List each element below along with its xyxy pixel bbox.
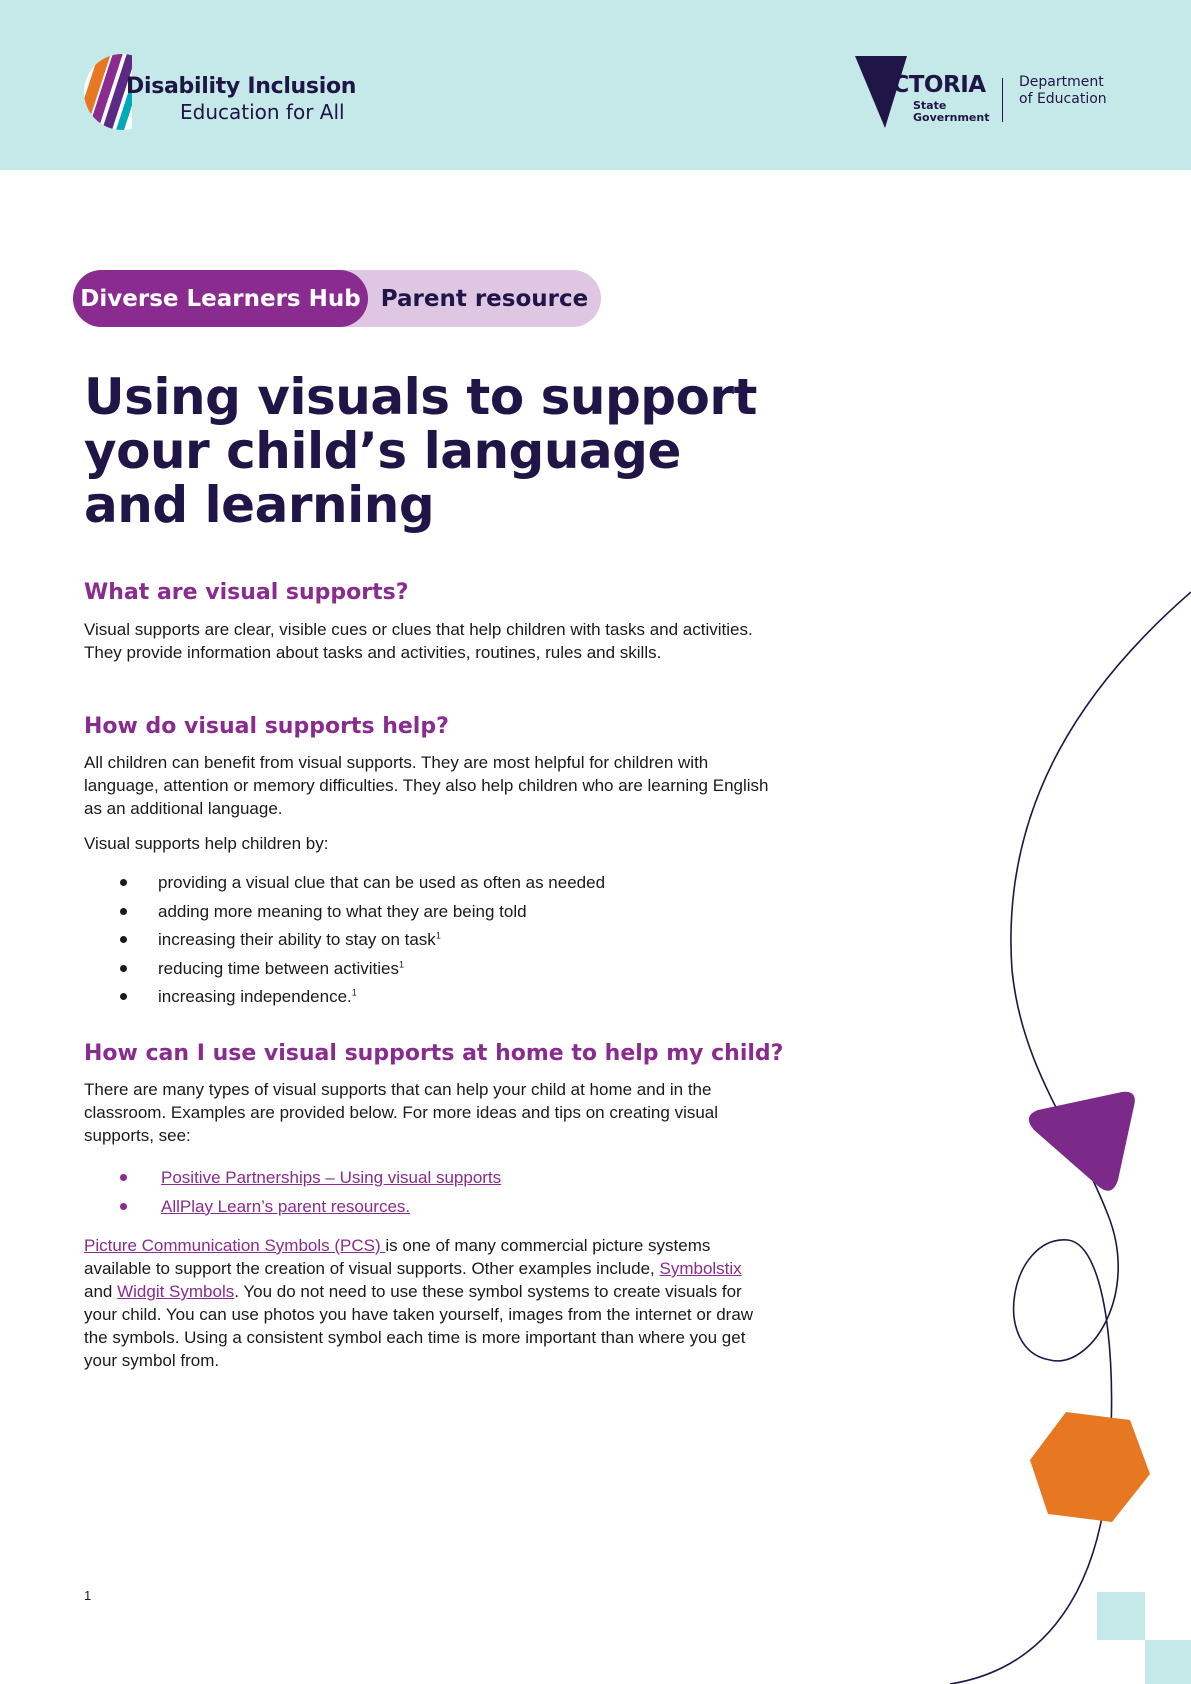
state-government-label: State Government xyxy=(913,99,990,124)
tag-diverse-learners-hub: Diverse Learners Hub xyxy=(73,270,368,327)
list-item: increasing independence.$^1$ xyxy=(84,985,774,1014)
link-positive-partnerships[interactable]: Positive Partnerships – Using visual supports xyxy=(161,1168,502,1187)
title-line2: your child’s language xyxy=(84,422,681,480)
teal-square-shape xyxy=(1145,1640,1191,1684)
heading-what-are-visual-supports: What are visual supports? xyxy=(84,580,409,605)
list-item: adding more meaning to what they are being told xyxy=(84,900,774,929)
footnote-ref: 1 xyxy=(398,959,404,970)
disability-inclusion-logo xyxy=(84,52,357,132)
title-line1: Using visuals to support xyxy=(84,368,757,426)
list-item xyxy=(84,1195,774,1224)
decorative-curve xyxy=(950,592,1191,1684)
bullet-icon xyxy=(120,879,127,886)
page-title xyxy=(84,370,784,532)
list-item xyxy=(84,1166,774,1195)
page-header xyxy=(0,0,1191,170)
orange-hexagon-shape xyxy=(1030,1412,1150,1522)
stripes-logo-icon xyxy=(84,54,132,130)
footnote-ref: 1 xyxy=(435,930,441,941)
section2-intro: Visual supports help children by: xyxy=(84,834,329,853)
section1-body: Visual supports are clear, visible cues or clues that help children with tasks and activities. They provide information about tasks and activities, routines, rules and skills. xyxy=(84,620,753,662)
bullet-icon xyxy=(120,993,127,1000)
bullet-icon xyxy=(120,965,127,972)
link-allplay-learn[interactable]: AllPlay Learn’s parent resources. xyxy=(161,1196,411,1216)
title-line3: and learning xyxy=(84,476,435,534)
bullet-icon xyxy=(120,1203,127,1210)
list-item: reducing time between activities$^1$ xyxy=(84,957,774,986)
victoria-wordmark: VICTORIA xyxy=(867,72,986,98)
department-label: Department of Education xyxy=(1019,74,1107,107)
list-item: increasing their ability to stay on task$^1$ xyxy=(84,928,774,957)
section3-symbols-paragraph: Picture Communication Symbols (PCS) is one of many commercial picture systems available to support the creation of visual supports. Other examples include, Symbolstix and Widgit Symbols. You do not need to use these symbol systems to create visuals for your child. You can use photos you have taken yourself, images from the internet or draw the symbols. Using a consistent symbol each time is more important than where you get your symbol from. xyxy=(84,1236,754,1370)
logo-divider xyxy=(1002,78,1003,122)
footnote-ref: 1 xyxy=(351,987,357,998)
brand-line2: Education for All xyxy=(180,100,345,124)
victoria-government-logo xyxy=(853,52,1113,132)
teal-square-shape xyxy=(1097,1592,1145,1640)
bullet-icon xyxy=(120,936,127,943)
link-pcs[interactable]: Picture Communication Symbols (PCS) xyxy=(84,1236,386,1255)
resource-links-list xyxy=(84,1166,774,1223)
list-item: providing a visual clue that can be used as often as needed xyxy=(84,871,774,900)
bullet-icon xyxy=(120,1174,127,1181)
bullet-icon xyxy=(120,908,127,915)
link-widgit-symbols[interactable]: Widgit Symbols xyxy=(117,1282,235,1301)
tag-parent-resource: Parent resource xyxy=(380,285,589,312)
section2-body: All children can benefit from visual supports. They are most helpful for children with language, attention or memory difficulties. They also help children who are learning English as an additional language. xyxy=(84,753,769,818)
page-number: 1 xyxy=(84,1588,92,1603)
brand-line1: Disability Inclusion xyxy=(126,74,357,99)
section3-body: There are many types of visual supports that can help your child at home and in the classroom. Examples are provided below. For more ideas and tips on creating visual supports, see: xyxy=(84,1080,719,1145)
purple-triangle-shape xyxy=(1029,1092,1135,1191)
heading-how-do-visual-supports-help: How do visual supports help? xyxy=(84,714,449,739)
link-symbolstix[interactable]: Symbolstix xyxy=(659,1259,742,1278)
resource-tag xyxy=(73,270,601,327)
heading-how-can-i-use-visual-supports: How can I use visual supports at home to help my child? xyxy=(84,1041,784,1066)
benefits-list xyxy=(84,871,774,1014)
